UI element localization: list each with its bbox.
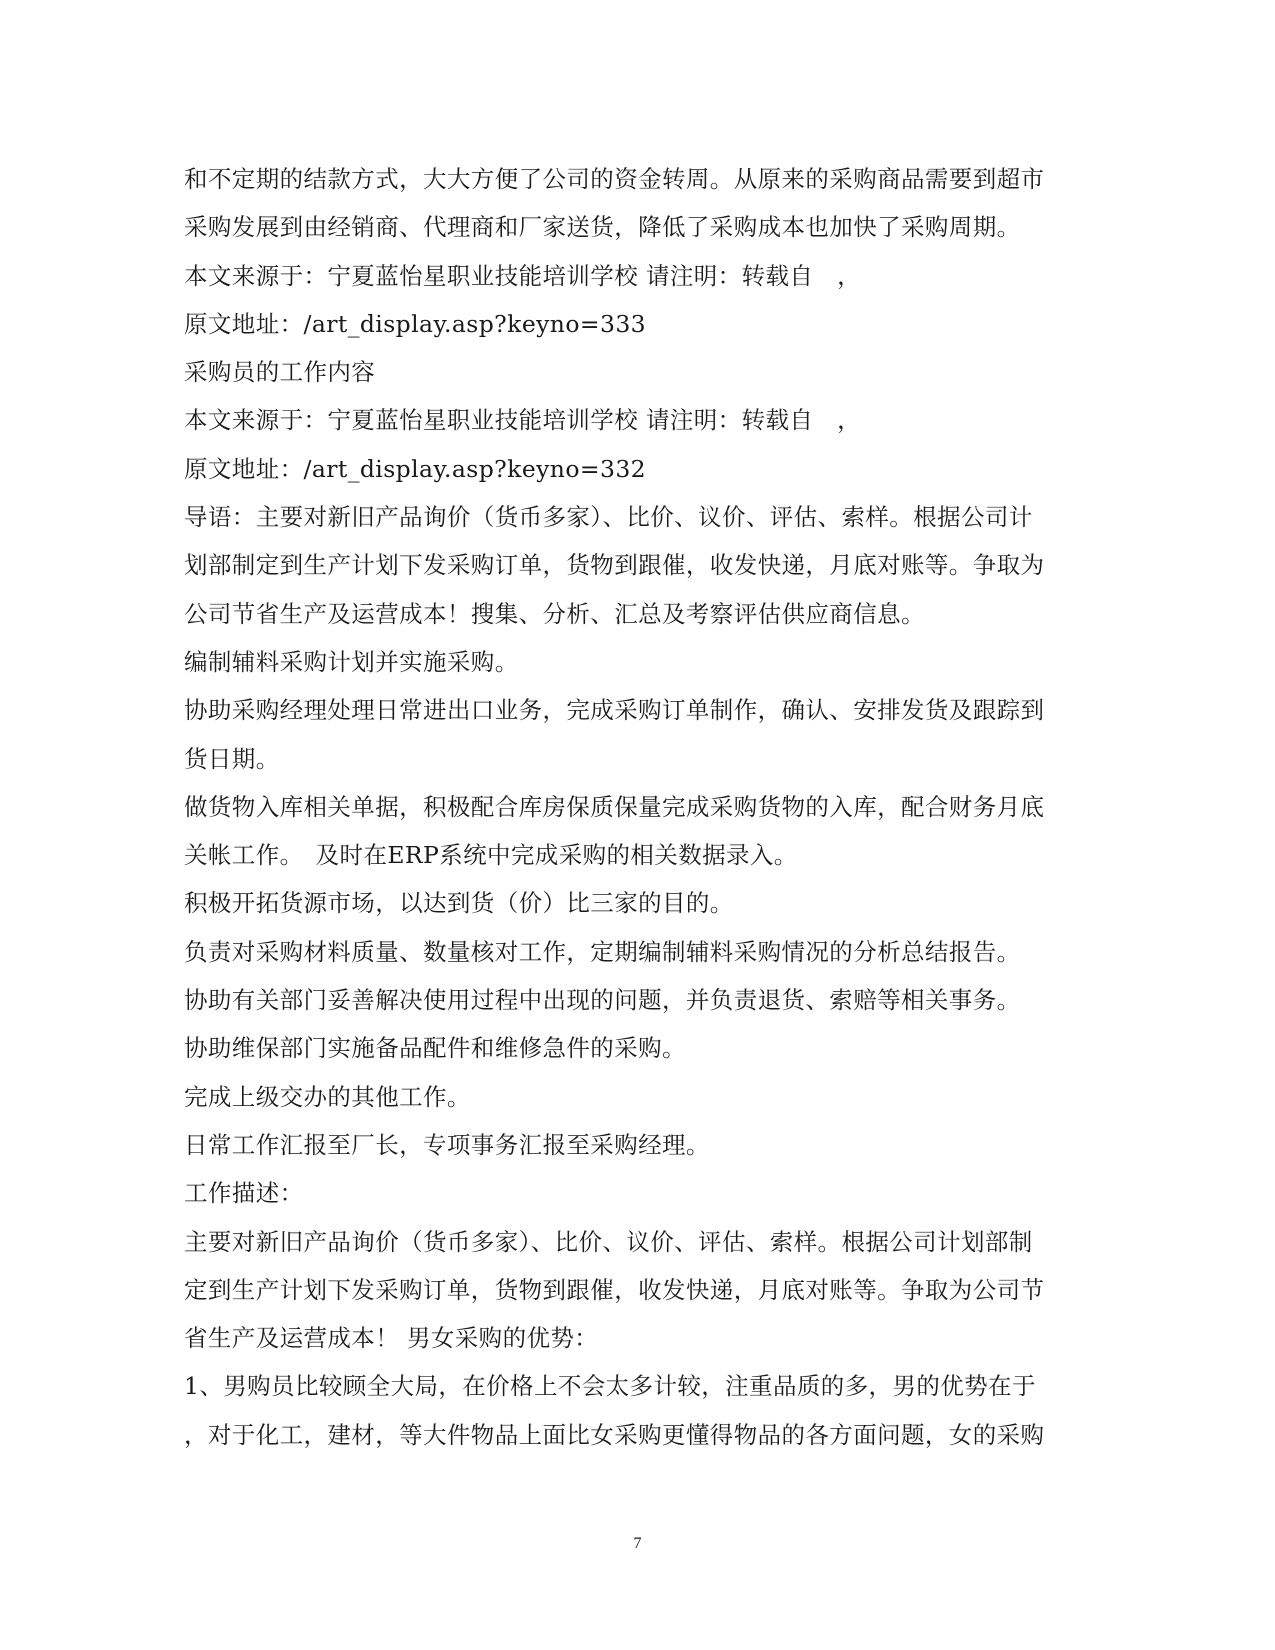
section-heading: 工作描述： [184,1179,304,1208]
text-line: 主要对新旧产品询价（货币多家）、比价、议价、评估、索样。根据公司计划部制 [184,1227,1033,1256]
text-line: 定到生产计划下发采购订单，货物到跟催，收发快递，月底对账等。争取为公司节 [184,1275,1045,1304]
text-line: 划部制定到生产计划下发采购订单，货物到跟催，收发快递，月底对账等。争取为 [184,551,1045,580]
source-note: 本文来源于：宁夏蓝怡星职业技能培训学校 请注明：转载自 ， [184,406,862,435]
page-number: 7 [633,1535,642,1552]
text-line: 编制辅料采购计划并实施采购。 [184,647,519,676]
text-line: 协助有关部门妥善解决使用过程中出现的问题，并负责退货、索赔等相关事务。 [184,986,1021,1015]
source-address: 原文地址：/art_display.asp?keyno=332 [184,454,647,483]
text-line: 协助采购经理处理日常进出口业务，完成采购订单制作，确认、安排发货及跟踪到 [184,696,1045,725]
text-line: 和不定期的结款方式，大大方便了公司的资金转周。从原来的采购商品需要到超市 [184,165,1045,193]
text-line: 做货物入库相关单据，积极配合库房保质保量完成采购货物的入库，配合财务月底 [184,792,1045,821]
text-line: 关帐工作。 及时在ERP系统中完成采购的相关数据录入。 [184,841,798,870]
body-text [184,155,1089,1459]
text-line: 日常工作汇报至厂长，专项事务汇报至采购经理。 [184,1130,710,1159]
text-line: 协助维保部门实施备品配件和维修急件的采购。 [184,1034,686,1063]
text-line: 积极开拓货源市场，以达到货（价）比三家的目的。 [184,889,734,918]
text-line: 导语：主要对新旧产品询价（货币多家）、比价、议价、评估、索样。根据公司计 [184,503,1033,532]
section-heading: 采购员的工作内容 [184,358,376,387]
text-line: 公司节省生产及运营成本！搜集、分析、汇总及考察评估供应商信息。 [184,599,925,628]
text-line: 省生产及运营成本！ 男女采购的优势： [184,1324,599,1353]
text-line: 1、男购员比较顾全大局，在价格上不会太多计较，注重品质的多，男的优势在于 [184,1372,1036,1401]
text-line: 负责对采购材料质量、数量核对工作，定期编制辅料采购情况的分析总结报告。 [184,937,1021,966]
source-address: 原文地址：/art_display.asp?keyno=333 [184,309,647,338]
text-line: 完成上级交办的其他工作。 [184,1082,471,1111]
text-line: 货日期。 [184,744,280,773]
source-note: 本文来源于：宁夏蓝怡星职业技能培训学校 请注明：转载自 ， [184,261,862,290]
text-line: 采购发展到由经销商、代理商和厂家送货，降低了采购成本也加快了采购周期。 [184,213,1021,242]
text-line: ，对于化工，建材，等大件物品上面比女采购更懂得物品的各方面问题，女的采购 [184,1420,1045,1449]
